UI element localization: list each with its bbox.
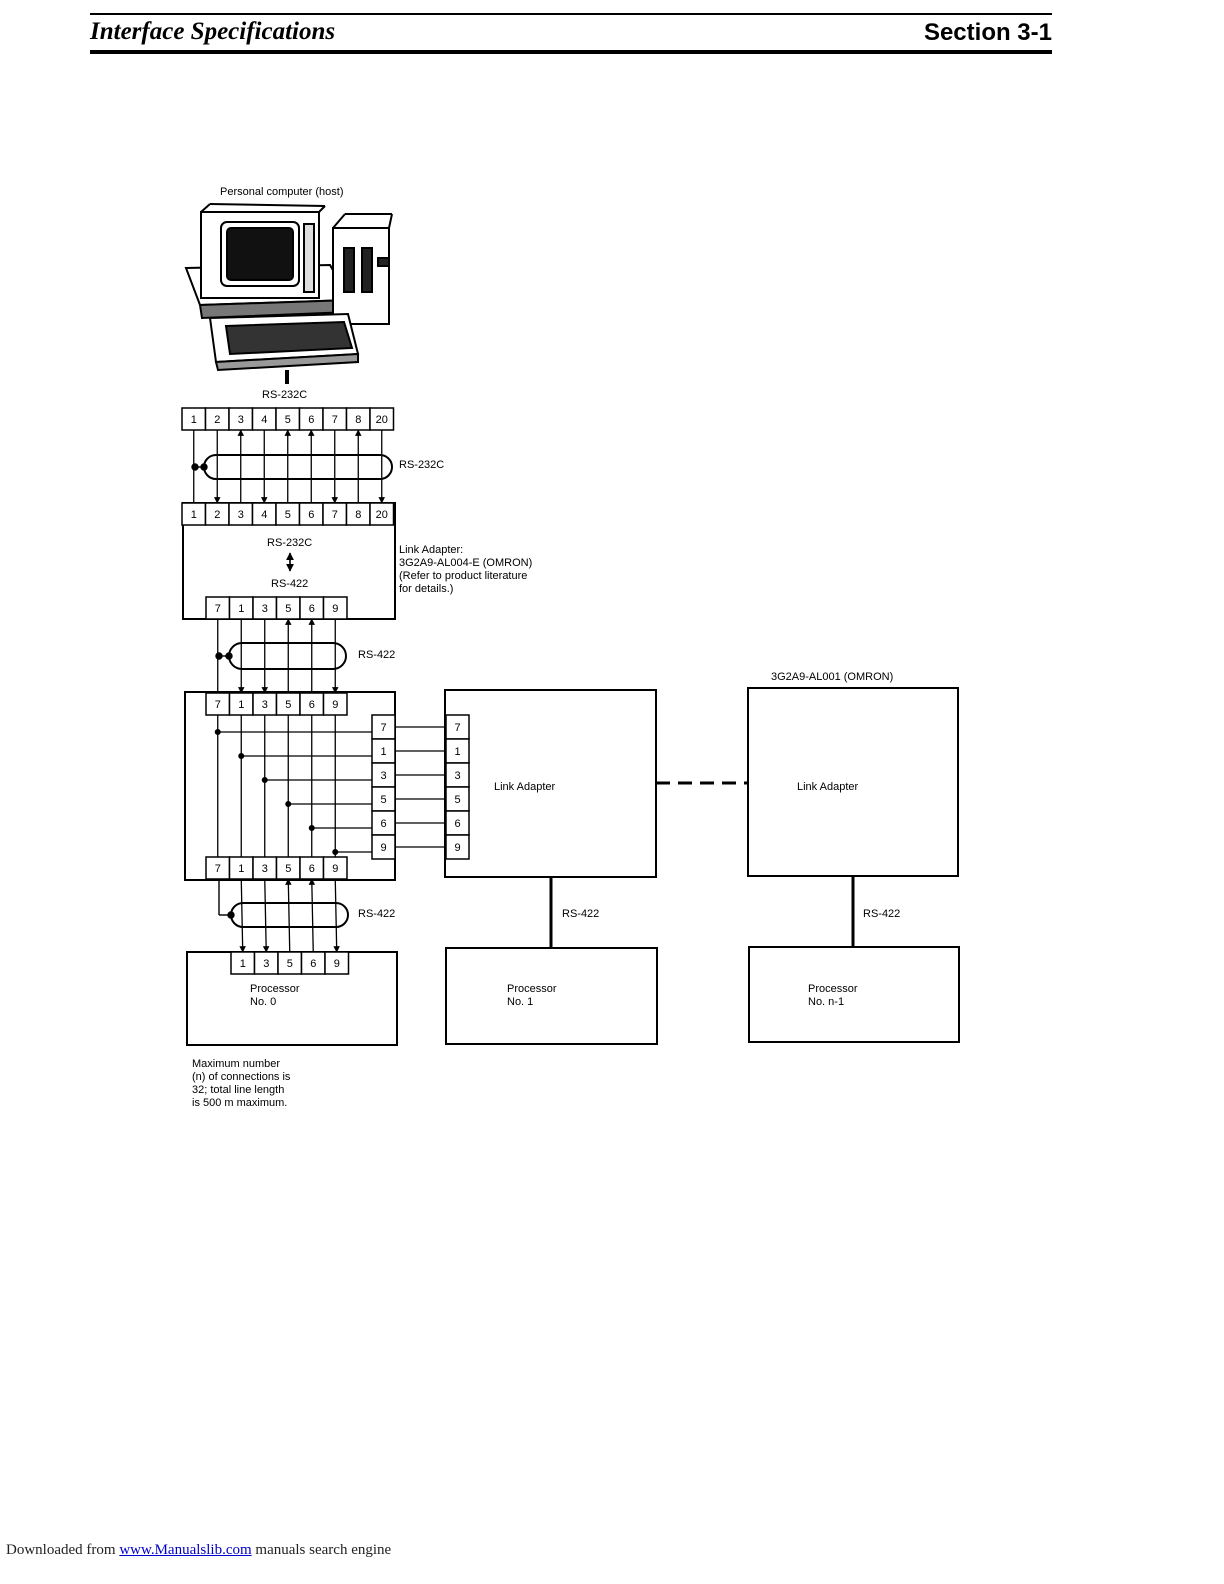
bus-junction-0 bbox=[215, 729, 221, 735]
converter-rs422-pin-label: 7 bbox=[214, 603, 221, 615]
la0-side-pin-3 bbox=[372, 763, 395, 787]
rs232-cable bbox=[192, 455, 392, 479]
converter-rs232-pin-20 bbox=[370, 503, 394, 525]
footer-prefix: Downloaded from bbox=[6, 1542, 116, 1558]
la0-top-pin-label: 1 bbox=[238, 699, 245, 711]
host-rs232-pin-label: 2 bbox=[214, 414, 221, 426]
converter-rs232-pin-label: 3 bbox=[237, 509, 244, 521]
converter-rs422-pin-label: 1 bbox=[238, 603, 245, 615]
la0-top-pin-label: 7 bbox=[214, 699, 221, 711]
converter-rs232-pin-label: 6 bbox=[308, 509, 315, 521]
la0-side-pin-7 bbox=[372, 715, 395, 739]
proc0-pin-label: 3 bbox=[263, 958, 270, 970]
la1-pin-label: 1 bbox=[454, 746, 461, 758]
la0-bottom-pin-6 bbox=[300, 857, 324, 879]
la1-pin-1 bbox=[446, 739, 469, 763]
la0-top-pin-label: 3 bbox=[261, 699, 268, 711]
host-rs232-pin-row bbox=[182, 408, 394, 430]
la1-pin-label: 3 bbox=[454, 770, 461, 782]
converter-rs232-pin-2 bbox=[206, 503, 230, 525]
link-adapter-1-label: Link Adapter bbox=[494, 781, 556, 793]
host-rs232-pin-5 bbox=[276, 408, 300, 430]
converter-rs232-pin-4 bbox=[253, 503, 277, 525]
la0-bottom-pin-5 bbox=[277, 857, 301, 879]
converter-rs422-pin-label: 3 bbox=[261, 603, 268, 615]
converter-rs232-label: RS-232C bbox=[267, 537, 313, 549]
la0-side-pin-6 bbox=[372, 811, 395, 835]
footer bbox=[6, 1542, 391, 1559]
la0-bottom-pin-label: 5 bbox=[285, 863, 292, 875]
rs422l-wire-4 bbox=[312, 879, 314, 952]
la1-pin-9 bbox=[446, 835, 469, 859]
proc0-pin-1 bbox=[231, 952, 255, 974]
host-rs232-pin-8 bbox=[347, 408, 371, 430]
converter-rs232-pin-6 bbox=[300, 503, 324, 525]
rs422-cable-lower bbox=[219, 880, 348, 927]
converter-rs422-pin-3 bbox=[253, 597, 277, 619]
converter-rs422-pin-9 bbox=[324, 597, 348, 619]
host-rs232-pin-label: 3 bbox=[237, 414, 244, 426]
processor-0-pin-row bbox=[231, 952, 349, 974]
rs422-link-n-label: RS-422 bbox=[863, 908, 901, 920]
host-rs232-pin-4 bbox=[253, 408, 277, 430]
link-adapter-0-top-pin-row bbox=[206, 693, 347, 715]
converter-rs232-pin-1 bbox=[182, 503, 206, 525]
host-rs232-pin-1 bbox=[182, 408, 206, 430]
converter-rs232-pin-label: 20 bbox=[375, 509, 388, 521]
proc0-pin-label: 1 bbox=[239, 958, 246, 970]
converter-rs232-pin-label: 8 bbox=[355, 509, 362, 521]
la0-top-pin-9 bbox=[324, 693, 348, 715]
rs422l-wire-1 bbox=[241, 879, 243, 952]
converter-rs232-pin-label: 1 bbox=[190, 509, 197, 521]
converter-rs422-pin-6 bbox=[300, 597, 324, 619]
rs422l-wire-2 bbox=[265, 879, 267, 952]
converter-rs422-pin-label: 5 bbox=[285, 603, 292, 615]
converter-rs422-pin-7 bbox=[206, 597, 230, 619]
la1-pin-3 bbox=[446, 763, 469, 787]
host-rs232-pin-label: 4 bbox=[261, 414, 268, 426]
converter-rs232-pin-3 bbox=[229, 503, 253, 525]
la1-pin-7 bbox=[446, 715, 469, 739]
la0-top-pin-3 bbox=[253, 693, 277, 715]
la0-top-pin-7 bbox=[206, 693, 230, 715]
converter-rs232-pin-8 bbox=[347, 503, 371, 525]
converter-rs422-pin-1 bbox=[230, 597, 254, 619]
personal-computer-icon bbox=[186, 204, 392, 384]
host-rs232-pin-label: 20 bbox=[375, 414, 388, 426]
rs422-link-1-label: RS-422 bbox=[562, 908, 600, 920]
link-adapter-n-label: Link Adapter bbox=[797, 781, 859, 793]
link-adapter-model-label: 3G2A9-AL001 (OMRON) bbox=[771, 671, 894, 683]
la0-side-pin-label: 5 bbox=[380, 794, 387, 806]
rs232-signal-lines bbox=[194, 430, 382, 503]
la0-bottom-pin-3 bbox=[253, 857, 277, 879]
la0-bottom-pin-7 bbox=[206, 857, 230, 879]
converter-rs232-pin-7 bbox=[323, 503, 347, 525]
processor-1-box bbox=[446, 948, 657, 1044]
converter-rs422-pin-label: 9 bbox=[332, 603, 339, 615]
converter-rs232-pin-row bbox=[182, 503, 394, 525]
rs422-upper-signal-lines bbox=[218, 619, 336, 693]
host-rs232-pin-label: 8 bbox=[355, 414, 362, 426]
converter-rs422-pin-5 bbox=[277, 597, 301, 619]
la0-bottom-pin-label: 6 bbox=[308, 863, 315, 875]
bus-junction-5 bbox=[332, 849, 338, 855]
la0-bottom-pin-label: 3 bbox=[261, 863, 268, 875]
rs422-upper-cable-label: RS-422 bbox=[358, 649, 396, 661]
rs422l-wire-5 bbox=[335, 879, 337, 952]
la0-bottom-pin-1 bbox=[230, 857, 254, 879]
processor-n-label: Processor No. n-1 bbox=[808, 983, 858, 1008]
manualslib-link[interactable]: www.Manualslib.com bbox=[119, 1542, 252, 1558]
host-rs232-pin-2 bbox=[206, 408, 230, 430]
host-rs232-pin-6 bbox=[300, 408, 324, 430]
rs232-connector-label: RS-232C bbox=[262, 389, 308, 401]
rs422-lower-signal-lines bbox=[241, 879, 337, 952]
proc0-pin-3 bbox=[255, 952, 279, 974]
host-rs232-pin-label: 1 bbox=[190, 414, 197, 426]
la1-pin-5 bbox=[446, 787, 469, 811]
proc0-pin-6 bbox=[302, 952, 326, 974]
rs422l-wire-3 bbox=[288, 879, 290, 952]
converter-rs422-label: RS-422 bbox=[271, 578, 309, 590]
la1-pin-label: 6 bbox=[454, 818, 461, 830]
la0-top-pin-label: 5 bbox=[285, 699, 292, 711]
link-adapter-0-side-pin-column bbox=[372, 715, 395, 859]
converter-rs232-pin-label: 4 bbox=[261, 509, 268, 521]
host-rs232-pin-label: 7 bbox=[331, 414, 338, 426]
host-rs232-pin-3 bbox=[229, 408, 253, 430]
proc0-pin-label: 9 bbox=[333, 958, 340, 970]
converter-rs232-pin-label: 2 bbox=[214, 509, 221, 521]
processor-0-label: Processor No. 0 bbox=[250, 983, 300, 1008]
la0-bottom-pin-9 bbox=[324, 857, 348, 879]
la0-side-pin-1 bbox=[372, 739, 395, 763]
host-rs232-pin-7 bbox=[323, 408, 347, 430]
converter-rs232-pin-label: 5 bbox=[284, 509, 291, 521]
la0-top-pin-label: 9 bbox=[332, 699, 339, 711]
proc0-pin-label: 6 bbox=[310, 958, 317, 970]
footer-suffix: manuals search engine bbox=[255, 1542, 392, 1558]
max-connections-note: Maximum number (n) of connections is 32; total line length is 500 m maximum. bbox=[192, 1058, 291, 1109]
converter-note: Link Adapter: 3G2A9-AL004-E (OMRON) (Refer to product literature for details.) bbox=[399, 544, 533, 595]
la0-side-pin-9 bbox=[372, 835, 395, 859]
rs422-cable-upper bbox=[216, 643, 346, 669]
la1-pin-label: 5 bbox=[454, 794, 461, 806]
converter-rs422-pin-label: 6 bbox=[308, 603, 315, 615]
la0-top-pin-label: 6 bbox=[308, 699, 315, 711]
la1-pin-6 bbox=[446, 811, 469, 835]
la0-top-pin-6 bbox=[300, 693, 324, 715]
proc0-pin-5 bbox=[278, 952, 302, 974]
la0-side-pin-label: 6 bbox=[380, 818, 387, 830]
processor-1-label: Processor No. 1 bbox=[507, 983, 557, 1008]
converter-rs232-pin-5 bbox=[276, 503, 300, 525]
host-rs232-pin-20 bbox=[370, 408, 394, 430]
bus-junction-1 bbox=[238, 753, 244, 759]
bus-junction-4 bbox=[309, 825, 315, 831]
la1-pin-label: 7 bbox=[454, 722, 461, 734]
rs422-lower-cable-label: RS-422 bbox=[358, 908, 396, 920]
la0-side-pin-label: 3 bbox=[380, 770, 387, 782]
la0-side-pin-label: 7 bbox=[380, 722, 387, 734]
bus-junction-3 bbox=[285, 801, 291, 807]
page-title: Interface Specifications bbox=[90, 18, 336, 45]
rs232-cable-label: RS-232C bbox=[399, 459, 445, 471]
link-adapter-1-pin-column bbox=[446, 715, 469, 859]
la0-side-pin-label: 1 bbox=[380, 746, 387, 758]
la0-top-pin-1 bbox=[230, 693, 254, 715]
host-rs232-pin-label: 5 bbox=[284, 414, 291, 426]
proc0-pin-label: 5 bbox=[286, 958, 293, 970]
host-rs232-pin-label: 6 bbox=[308, 414, 315, 426]
la0-bottom-pin-label: 9 bbox=[332, 863, 339, 875]
converter-rs422-pin-row bbox=[206, 597, 347, 619]
la0-bottom-pin-label: 7 bbox=[214, 863, 221, 875]
bus-junction-2 bbox=[262, 777, 268, 783]
link-adapter-0-bottom-pin-row bbox=[206, 857, 347, 879]
proc0-pin-9 bbox=[325, 952, 349, 974]
link-adapter-0-bus-wiring bbox=[215, 715, 446, 857]
la0-bottom-pin-label: 1 bbox=[238, 863, 245, 875]
host-label: Personal computer (host) bbox=[220, 186, 344, 198]
la1-pin-label: 9 bbox=[454, 842, 461, 854]
section-label: Section 3-1 bbox=[923, 19, 1052, 46]
la0-side-pin-5 bbox=[372, 787, 395, 811]
la0-side-pin-label: 9 bbox=[380, 842, 387, 854]
converter-rs232-pin-label: 7 bbox=[331, 509, 338, 521]
la0-top-pin-5 bbox=[277, 693, 301, 715]
